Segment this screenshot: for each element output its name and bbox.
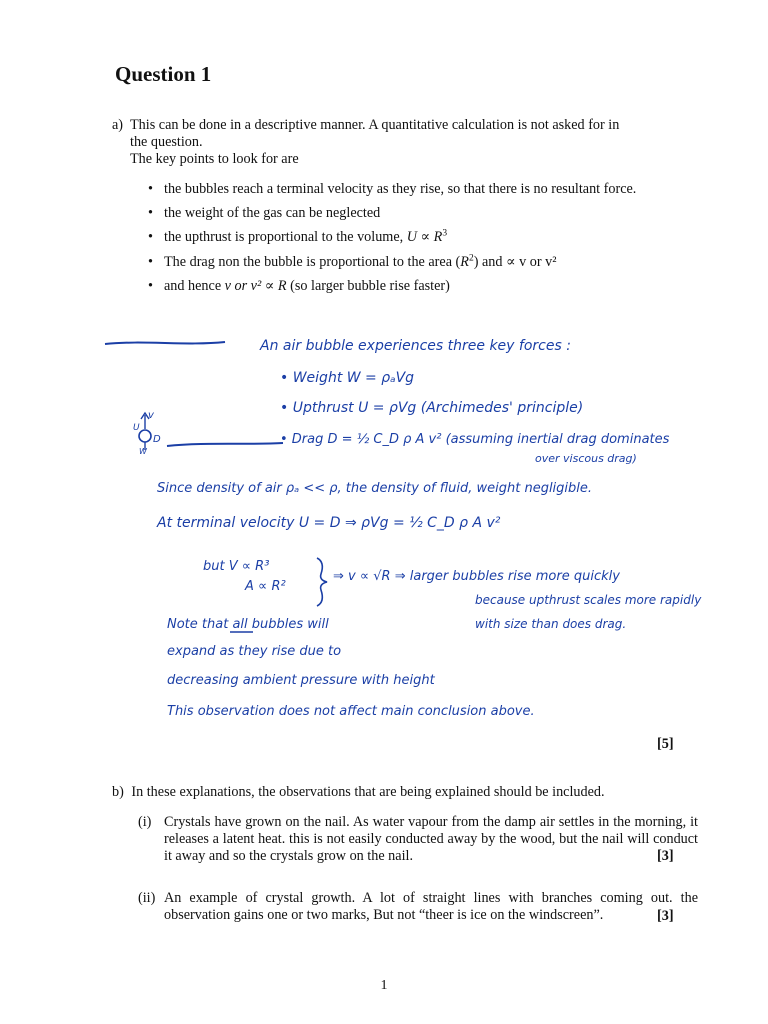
part-a-intro-line1: This can be done in a descriptive manner. A quantitative calculation is not asked for in — [130, 117, 620, 133]
list-item: • The drag non the bubble is proportional to the area $(R^2)$ and ∝ v or v² — [148, 252, 557, 270]
fluid-surface-line — [105, 342, 225, 344]
part-a-label: a) — [112, 117, 124, 133]
part-a-mark: [5] — [657, 736, 674, 752]
item-number: (ii) — [138, 890, 156, 906]
part-a-intro-line3: The key points to look for are — [130, 151, 299, 167]
hand-line-area: A ∝ R² — [245, 579, 286, 594]
hand-line-forces: An air bubble experiences three key forces : — [260, 338, 571, 354]
question-title: Question 1 — [115, 62, 212, 86]
item-number: (i) — [138, 814, 152, 830]
sketch-divider-line — [167, 443, 283, 446]
sketch-label-v: v — [148, 410, 154, 421]
item-text: Crystals have grown on the nail. As water vapour from the damp air settles in the morning, it releases a latent heat. this is not easily conducted away by the wood, but the nail will conduct it away and so the crystals grow on the nail. — [164, 814, 698, 864]
hand-line-drag: • Drag D = ½ C_D ρ A v² (assuming inertial drag dominates — [280, 432, 670, 447]
part-b-label: b) — [112, 784, 124, 800]
part-a-intro-line2: the question. — [130, 134, 203, 150]
hand-line-density: Since density of air ρₐ << ρ, the density of fluid, weight negligible. — [157, 481, 593, 496]
part-b-item-i — [138, 814, 698, 865]
hand-line-weight: • Weight W = ρₐVg — [280, 370, 415, 386]
hand-line-volume: but V ∝ R³ — [203, 559, 270, 574]
part-b-intro-text: In these explanations, the observations that are being explained should be included. — [131, 784, 605, 800]
handwritten-solution — [95, 322, 705, 732]
sketch-label-d: D — [153, 434, 161, 445]
hand-line-size: with size than does drag. — [475, 617, 627, 631]
part-b-item-ii — [138, 890, 698, 924]
hand-line-pressure: decreasing ambient pressure with height — [167, 673, 435, 688]
hand-line-observation: This observation does not affect main conclusion above. — [167, 704, 535, 719]
part-b-intro — [112, 784, 692, 801]
hand-line-note: Note that all bubbles will — [167, 617, 329, 632]
list-item: • and hence v or v² ∝ R (so larger bubble rise faster) — [148, 277, 450, 294]
hand-brace — [317, 558, 327, 606]
sketch-label-u: U — [133, 423, 140, 433]
bubble-sketch — [139, 430, 151, 442]
part-b-item-i-mark: [3] — [657, 848, 674, 864]
hand-line-because: because upthrust scales more rapidly — [475, 593, 702, 607]
key-points-list — [148, 181, 688, 302]
hand-line-result: ⇒ v ∝ √R ⇒ larger bubbles rise more quickly — [333, 569, 620, 584]
list-item: • the bubbles reach a terminal velocity as they rise, so that there is no resultant force. — [148, 181, 637, 197]
list-item: • the weight of the gas can be neglected — [148, 205, 381, 222]
hand-line-upthrust: • Upthrust U = ρVg (Archimedes' principle) — [280, 400, 584, 416]
hand-line-drag-cont: over viscous drag) — [535, 452, 637, 465]
item-text: An example of crystal growth. A lot of straight lines with branches coming out. the observation gains one or two marks, But not “theer is ice on the windscreen”. — [164, 890, 698, 923]
page-number: 1 — [380, 978, 388, 993]
part-b-item-ii-mark: [3] — [657, 908, 674, 924]
hand-line-expand: expand as they rise due to — [167, 644, 342, 659]
sketch-label-w: W — [139, 447, 147, 456]
hand-line-terminal: At terminal velocity U = D ⇒ ρVg = ½ C_D ρ A v² — [157, 515, 501, 531]
list-item: • the upthrust is proportional to the volume, $U \propto R^3$ — [148, 228, 448, 246]
part-a-intro — [112, 117, 682, 168]
